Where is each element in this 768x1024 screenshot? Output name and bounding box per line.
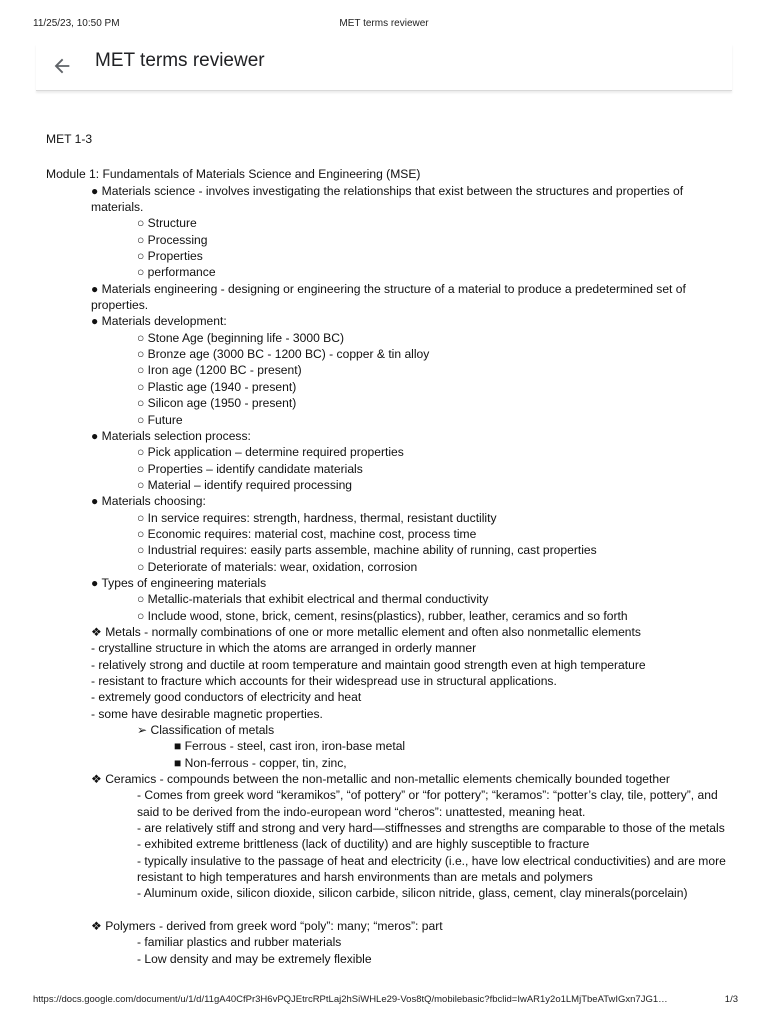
list-item: ● Materials selection process: (91, 428, 251, 443)
list-item: - Aluminum oxide, silicon dioxide, silicon carbide, silicon nitride, glass, cement, clay minerals(porcelain) (137, 886, 688, 901)
document-title: MET terms reviewer (95, 50, 265, 71)
list-item: ● Materials engineering - designing or engineering the structure of a material to produce a predetermined set of properties. (91, 281, 686, 313)
list-item: ○ Economic requires: material cost, machine cost, process time (137, 526, 477, 541)
list-item: ■ Non-ferrous - copper, tin, zinc, (174, 755, 347, 770)
back-button[interactable] (48, 52, 76, 80)
spacer (46, 902, 736, 918)
list-item: ○ Properties – identify candidate materials (137, 461, 363, 476)
list-item: ● Materials choosing: (91, 494, 206, 509)
list-item: ○ Structure (137, 216, 197, 231)
list-item: - exhibited extreme brittleness (lack of ductility) and are highly susceptible to fracture (137, 837, 590, 852)
list-item: ○ In service requires: strength, hardness, thermal, resistant ductility (137, 510, 497, 525)
print-footer (33, 994, 738, 1008)
page-number: 1/3 (724, 994, 738, 1005)
list-item: ○ Industrial requires: easily parts assemble, machine ability of running, cast properties (137, 543, 597, 558)
list-item: - crystalline structure in which the atoms are arranged in orderly manner (91, 641, 477, 656)
list-item: ❖ Metals - normally combinations of one or more metallic element and often also nonmetallic elements (91, 624, 641, 639)
list-item: - familiar plastics and rubber materials (137, 935, 342, 950)
list-item: ○ Silicon age (1950 - present) (137, 396, 297, 411)
list-item: - Low density and may be extremely flexible (137, 951, 372, 966)
module-title: Module 1: Fundamentals of Materials Science and Engineering (MSE) (46, 167, 421, 182)
list-item: ○ Properties (137, 249, 203, 264)
list-item: ● Types of engineering materials (91, 575, 267, 590)
document-body (46, 131, 736, 967)
list-item: - some have desirable magnetic properties. (91, 706, 323, 721)
list-item: ○ Deteriorate of materials: wear, oxidation, corrosion (137, 559, 418, 574)
list-item: ○ Plastic age (1940 - present) (137, 379, 297, 394)
arrow-back-icon (51, 55, 73, 77)
list-item: ❖ Ceramics - compounds between the non-metallic and non-metallic elements chemically bounded together (91, 772, 670, 787)
print-title: MET terms reviewer (339, 18, 429, 29)
spacer (46, 147, 736, 166)
list-item: ○ Pick application – determine required properties (137, 445, 404, 460)
list-item: - extremely good conductors of electricity and heat (91, 690, 362, 705)
list-item: ○ Material – identify required processing (137, 477, 353, 492)
list-item: ○ Bronze age (3000 BC - 1200 BC) - copper & tin alloy (137, 347, 430, 362)
list-item: ○ Stone Age (beginning life - 3000 BC) (137, 330, 344, 345)
list-item: ➢ Classification of metals (137, 723, 275, 738)
app-bar (36, 44, 732, 91)
print-datetime: 11/25/23, 10:50 PM (33, 18, 120, 29)
list-item: ● Materials science - involves investigating the relationships that exist between the structures and properties of materials. (91, 183, 684, 215)
list-item: - resistant to fracture which accounts for their widespread use in structural applications. (91, 674, 557, 688)
list-item: ○ Metallic-materials that exhibit electrical and thermal conductivity (137, 592, 489, 607)
list-item: ○ Future (137, 412, 183, 427)
list-item: - relatively strong and ductile at room temperature and maintain good strength even at high temperature (91, 657, 646, 672)
list-item: ○ Iron age (1200 BC - present) (137, 363, 302, 378)
list-item: ❖ Polymers - derived from greek word “poly”: many; “meros”: part (91, 918, 443, 933)
print-header (33, 18, 735, 32)
list-item: ■ Ferrous - steel, cast iron, iron-base metal (174, 739, 406, 754)
list-item: ● Materials development: (91, 314, 227, 329)
list-item: - are relatively stiff and strong and very hard—stiffnesses and strengths are comparable to those of the metals (137, 821, 725, 836)
doc-heading: MET 1-3 (46, 132, 93, 146)
list-item: ○ performance (137, 265, 216, 280)
print-url: https://docs.google.com/document/u/1/d/11gA40CfPr3H6vPQJEtrcRPtLaj2hSiWHLe29-Vos8tQ/mobilebasic?fbclid=IwAR1y2o1LMjTbeATwIGxn7JG1… (33, 994, 668, 1005)
list-item: ○ Include wood, stone, brick, cement, resins(plastics), rubber, leather, ceramics and so forth (137, 608, 628, 623)
list-item: - typically insulative to the passage of heat and electricity (i.e., have low electrical conductivities) and are more resistant to high temperatures and harsh environments than are metals and polymers (137, 853, 726, 885)
list-item: ○ Processing (137, 232, 208, 247)
list-item: - Comes from greek word “keramikos”, “of pottery” or “for pottery”; “keramos”: “potter’s clay, tile, pottery”, and said to be derived from the indo-european word “cheros”: unattested, meaning heat. (137, 788, 718, 819)
